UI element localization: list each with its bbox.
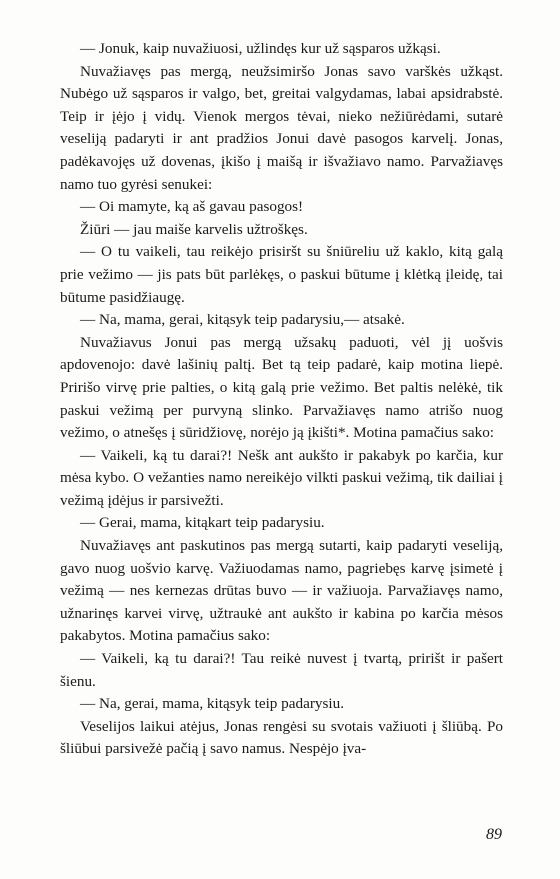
body-text [60,38,503,761]
paragraph: — Na, mama, gerai, kitąsyk teip padarysiu,— atsakė. [80,311,405,329]
paragraph: — Oi mamyte, ką aš gavau pasogos! [80,198,304,216]
paragraph: — Gerai, mama, kitąkart teip padarysiu. [80,514,325,532]
page-number: 89 [486,826,502,843]
paragraph: — Vaikeli, ką tu darai?! Nešk ant aukšto ir pakabyk po karčia, kur mėsa kybo. O vežanties namo nereikėjo vilkti paskui vežimą, tik dailiai į vežimą įdėjus ir parsivežti. [60,446,503,509]
paragraph: — O tu vaikeli, tau reikėjo prisiršt su šniūreliu už kaklo, kitą galą prie vežimo — jis pats būt parlėkęs, o paskui būtume į klėtką įleidę, tai būtume pasidžiaugę. [60,243,503,306]
paragraph: — Vaikeli, ką tu darai?! Tau reikė nuvest į tvartą, pririšt ir pašert šienu. [60,650,503,690]
paragraph: Žiūri — jau maiše karvelis užtroškęs. [80,220,308,238]
paragraph: Nuvažiavęs ant paskutinos pas mergą sutarti, kaip padaryti veseliją, gavo nuog uošvio karvę. Važiuodamas namo, pagriebęs karvę įsimetė į vežimą — nes kernezas drūtas buvo — ir važiuoja. Parvažiavęs namo, užnarinęs karvei virvę, užtraukė ant aukšto ir kabina po karčia mėsos pakabytos. Motina pamačius sako: [60,537,503,645]
paragraph: — Jonuk, kaip nuvažiuosi, užlindęs kur už sąsparos užkąsi. [80,40,441,57]
paragraph: Veselijos laikui atėjus, Jonas rengėsi su svotais važiuoti į šliūbą. Po šliūbui parsivežė pačią į savo namus. Nespėjo įva- [60,717,503,758]
paragraph: Nuvažiavęs pas mergą, neužsimiršo Jonas savo varškės užkąst. Nubėgo už sąsparos ir valgo, bet, greitai valgydamas, labai apsidrabstė. Teip ir įėjo į vidų. Vienok mergos tėvai, nieko nežiūrėdami, sutarė veseliją padaryti ir ant pradžios Jonui davė pasogos karvelį. Jonas, padėkavojęs už dovenas, įkišo į maišą ir išvažiavo namo. Parvažiavęs namo tuo gyrėsi senukei: [60,62,503,193]
paragraph: — Na, gerai, mama, kitąsyk teip padarysiu. [80,695,345,713]
paragraph: Nuvažiavus Jonui pas mergą užsakų paduoti, vėl jį uošvis apdovenojo: davė lašinių paltį. Bet tą teip padarė, kaip motina liepė. Pririšo virvę prie palties, o kitą galą prie vežimo. Bet paltis nelėkė, tik paskui vežimą per purvyną slinko. Parvažiavęs namo atrišo nuog vežimo, o atnešęs į sūridžiovę, norėjo ją įkišti*. Motina pamačius sako: [60,333,503,442]
